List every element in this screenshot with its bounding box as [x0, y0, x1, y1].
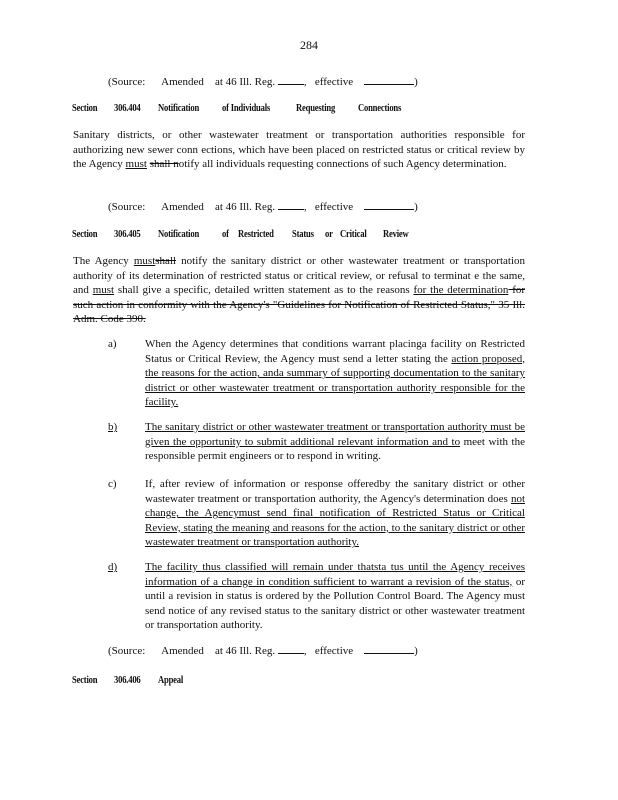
page-number: 284: [300, 38, 318, 52]
blank-line: [278, 199, 304, 210]
source-note-1: (Source: Amended at 46 Ill. Reg. , effective ): [108, 76, 418, 88]
item-label: d): [108, 561, 118, 573]
blank-line: [364, 74, 414, 85]
blank-line: [364, 199, 414, 210]
blank-line: [278, 74, 304, 85]
paragraph-306-404: Sanitary districts, or other wastewater treatment or transportation authorities responsible for authorizing new sewer conn ections, which have been placed on restricted status or critical review by the Agency must shall notify all individuals requesting connections of such Agency determination.: [73, 129, 525, 171]
document-page: 284 (Source: Amended at 46 Ill. Reg. , effective ) Section 306.404 Notification of Individuals Requesting Connections Sanitary districts, or other wastewater treatment or transportation authorities responsible for authorizing new sewer conn ections, which have been placed on restricted status or critical review by the Agency must shall notify all individuals requesting connections of such Agency determination. (Source: Amended at 46 Ill. Reg. , effective ) Section 306.405 Notification of Restricted Status or Critical Review The Agency mustshall notify the sanitary district or other wastewater treatment or transportation authority of its determination of restricted status or critical review, or refusal to terminat e the same, and must shall give a specific, detailed written statement as to the reasons for the determination for such action in conformity with the Agency's "Guidelines for Notification of Restricted Status," 35 Ill. Adm. Code 390. a) When the Agency determines that conditions warrant placinga facility on Restricted Status or Critical Review, the Agency must send a letter stating the action proposed, the reasons for the action, anda summary of supporting documentation to the sanitary district or other wastewater treatment or transportation authority responsible for the facility. b) The sanitary district or other wastewater treatment or transportation authority must be given the opportunity to submit additional relevant information and to meet with the responsible permit engineers or to respond in writing. c) If, after review of information or response offeredby the sanitary district or other wastewater treatment or transportation authority, the Agency's determination does not change, the Agencymust send final notification of Restricted Status or Critical Review, stating the meaning and reasons for the action, to the sanitary district or other wastewater treatment or transportation authority. d) The facility thus classified will remain under thatsta tus until the Agency receives information of a change in condition sufficient to warrant a revision of the status, or until a revision in status is ordered by the Pollution Control Board. The Agency must send notice of any revised status to the sanitary district or other wastewater treatment or transportation authority. (Source: Amended at 46 Ill. Reg. , effective ) Section 306.406 Appeal: [0, 0, 618, 800]
item-label: c): [108, 478, 117, 490]
item-label: b): [108, 421, 118, 433]
source-note-2: (Source: Amended at 46 Ill. Reg. , effective ): [108, 201, 418, 213]
paragraph-306-405: The Agency mustshall notify the sanitary district or other wastewater treatment or transportation authority of its determination of restricted status or critical review, or refusal to terminat e the same, and must shall give a specific, detailed written statement as to the reasons for the determination for such action in conformity with the Agency's "Guidelines for Notification of Restricted Status," 35 Ill. Adm. Code 390.: [73, 255, 526, 326]
item-label: a): [108, 338, 117, 350]
blank-line: [364, 643, 414, 654]
blank-line: [278, 643, 304, 654]
source-note-3: (Source: Amended at 46 Ill. Reg. , effective ): [108, 645, 418, 657]
